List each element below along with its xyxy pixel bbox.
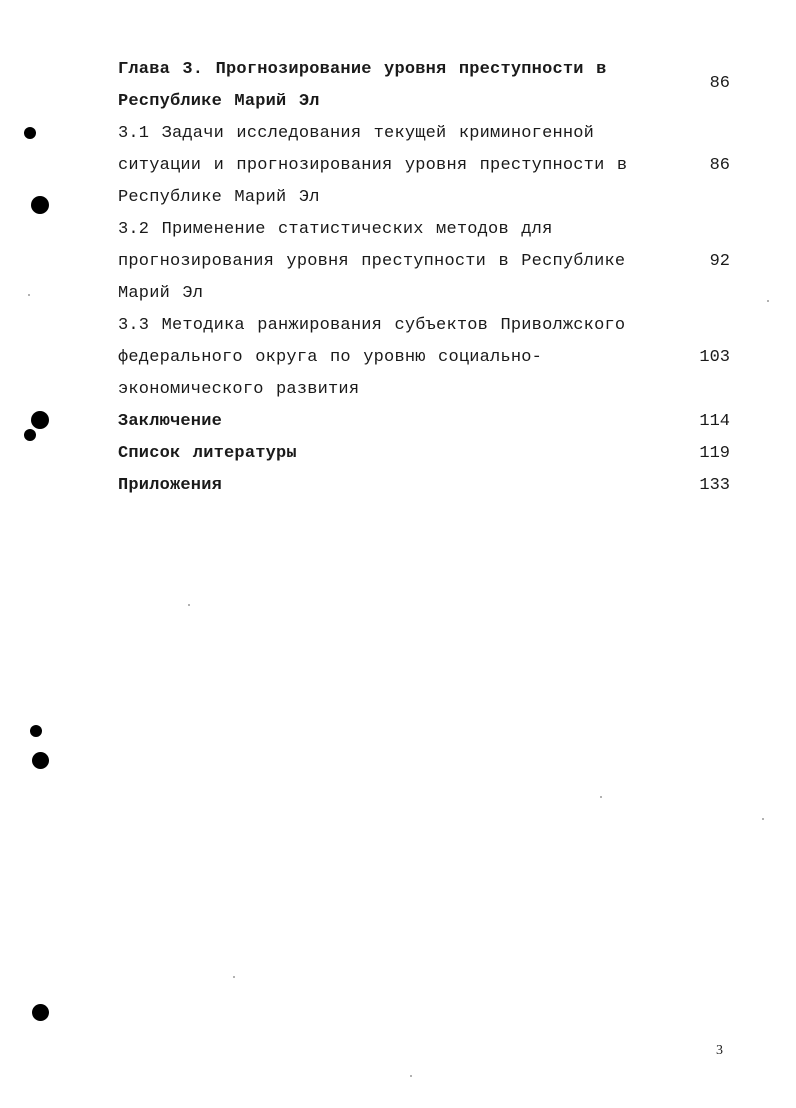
table-of-contents xyxy=(118,54,730,502)
punch-hole-mark xyxy=(32,752,49,769)
toc-entry-title-line: Заключение xyxy=(118,412,223,431)
toc-entry-3-1[interactable] xyxy=(118,118,730,214)
toc-entry-title-line: Приложения xyxy=(118,476,223,495)
scan-speck xyxy=(233,976,235,978)
toc-entry-title-line: 3.2 Применение статистических методов для xyxy=(118,220,553,239)
toc-entry-conclusion[interactable] xyxy=(118,406,730,438)
toc-entry-title-line: прогнозирования уровня преступности в Республике xyxy=(118,252,626,271)
scan-speck xyxy=(767,300,769,302)
page-number: 3 xyxy=(716,1043,723,1058)
scan-speck xyxy=(410,1075,412,1077)
toc-entry-title xyxy=(118,406,666,438)
toc-entry-title-line: 3.1 Задачи исследования текущей криминогенной xyxy=(118,124,595,143)
toc-entry-title xyxy=(118,470,666,502)
toc-entry-page-number: 86 xyxy=(709,74,730,93)
toc-entry-3-2[interactable] xyxy=(118,214,730,310)
punch-hole-mark xyxy=(32,1004,49,1021)
toc-entry-chapter-3[interactable] xyxy=(118,54,730,118)
toc-entry-3-3[interactable] xyxy=(118,310,730,406)
toc-entry-bibliography[interactable] xyxy=(118,438,730,470)
toc-entry-appendices[interactable] xyxy=(118,470,730,502)
toc-entry-page-number: 133 xyxy=(699,476,730,495)
toc-entry-title xyxy=(118,438,666,470)
toc-entry-title-line: ситуации и прогнозирования уровня преступности в xyxy=(118,156,628,175)
toc-entry-title-line: Глава 3. Прогнозирование уровня преступности в xyxy=(118,60,607,79)
toc-entry-page-number: 114 xyxy=(699,412,730,431)
punch-hole-mark xyxy=(30,725,42,737)
toc-entry-page-number: 92 xyxy=(709,252,730,271)
punch-hole-mark xyxy=(31,411,49,429)
toc-entry-page-number: 86 xyxy=(709,156,730,175)
toc-entry-title-line: федерального округа по уровню социально- xyxy=(118,348,543,367)
toc-entry-page-number: 103 xyxy=(699,348,730,367)
scan-speck xyxy=(188,604,190,606)
toc-entry-title-line: экономического развития xyxy=(118,380,360,399)
toc-entry-title xyxy=(118,214,666,310)
toc-entry-title-line: Марий Эл xyxy=(118,284,204,303)
scan-speck xyxy=(600,796,602,798)
toc-entry-title-line: Список литературы xyxy=(118,444,297,463)
punch-hole-mark xyxy=(24,429,36,441)
toc-entry-title-line: Республике Марий Эл xyxy=(118,92,320,111)
toc-entry-title xyxy=(118,118,666,214)
toc-entry-title xyxy=(118,54,666,118)
punch-hole-mark xyxy=(24,127,36,139)
scan-speck xyxy=(762,818,764,820)
punch-hole-mark xyxy=(31,196,49,214)
toc-entry-title-line: 3.3 Методика ранжирования субъектов Приволжского xyxy=(118,316,626,335)
toc-entry-page-number: 119 xyxy=(699,444,730,463)
scan-speck xyxy=(28,294,30,296)
toc-entry-title xyxy=(118,310,666,406)
toc-entry-title-line: Республике Марий Эл xyxy=(118,188,320,207)
